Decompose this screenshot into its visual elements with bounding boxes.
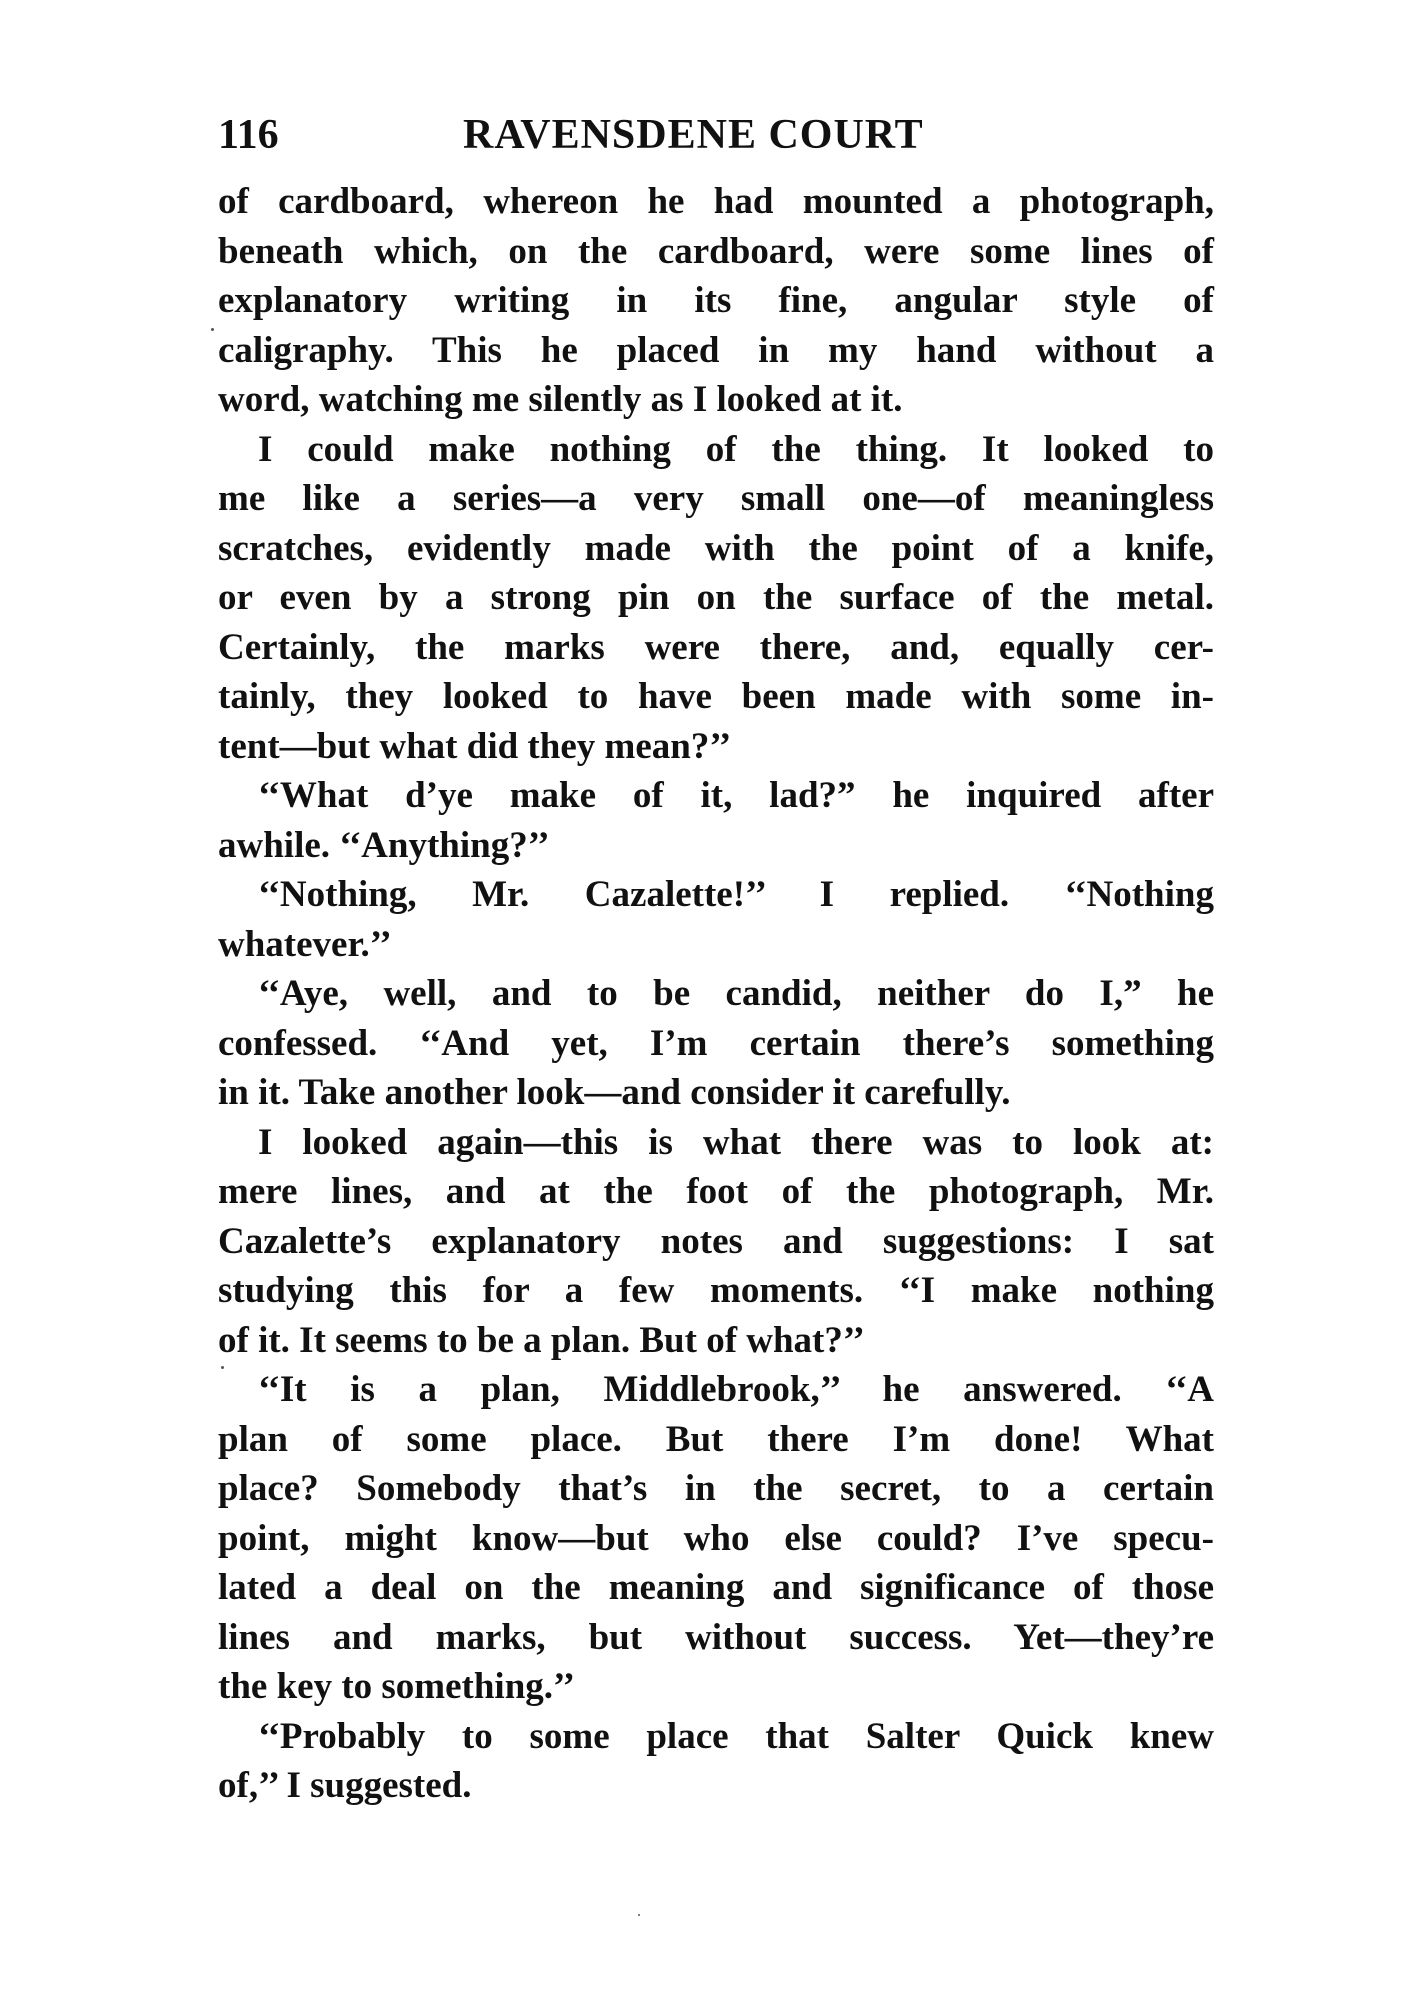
text-line: or even by a strong pin on the surface of the metal. — [218, 577, 1214, 618]
paragraph — [218, 870, 1214, 969]
text-line: whatever.’’ — [218, 923, 392, 965]
page-number: 116 — [218, 112, 279, 158]
text-line: of cardboard, whereon he had mounted a photograph, — [218, 181, 1214, 222]
text-line: word, watching me silently as I looked at it. — [218, 379, 903, 420]
text-line: tainly, they looked to have been made with some in- — [218, 676, 1214, 717]
print-speck — [638, 1914, 640, 1916]
text-line: lated a deal on the meaning and significance of those — [218, 1567, 1214, 1608]
paragraph — [218, 969, 1214, 1118]
text-line: explanatory writing in its fine, angular style of — [218, 280, 1214, 321]
print-speck — [221, 1366, 224, 1369]
text-line: ‘‘What d’ye make of it, lad?” he inquired after — [258, 775, 1214, 816]
text-line: lines and marks, but without success. Yet—they’re — [218, 1616, 1214, 1658]
text-line: plan of some place. But there I’m done! What — [218, 1418, 1214, 1460]
paragraph — [218, 1118, 1214, 1366]
paragraph — [218, 1365, 1214, 1712]
text-line: me like a series—a very small one—of meaningless — [218, 478, 1214, 519]
text-line: ‘‘It is a plan, Middlebrook,’’ he answered. ‘‘A — [258, 1369, 1214, 1410]
body-text — [218, 177, 1214, 1811]
text-line: point, might know—but who else could? I’ve specu- — [218, 1517, 1214, 1559]
text-line: in it. Take another look—and consider it carefully. — [218, 1072, 1011, 1113]
text-line: of it. It seems to be a plan. But of what?’’ — [218, 1319, 865, 1361]
text-line: place? Somebody that’s in the secret, to a certain — [218, 1468, 1214, 1509]
text-line: ‘‘Aye, well, and to be candid, neither do I,” he — [258, 973, 1214, 1014]
text-line: Cazalette’s explanatory notes and suggestions: I sat — [218, 1220, 1214, 1262]
text-line: mere lines, and at the foot of the photograph, Mr. — [218, 1171, 1214, 1212]
text-line: studying this for a few moments. ‘‘I make nothing — [218, 1270, 1214, 1311]
text-line: I could make nothing of the thing. It looked to — [258, 428, 1214, 470]
text-line: confessed. ‘‘And yet, I’m certain there’s something — [218, 1022, 1214, 1064]
paragraph — [218, 771, 1214, 870]
text-line: the key to something.’’ — [218, 1666, 575, 1707]
text-line: of,’’ I suggested. — [218, 1765, 472, 1806]
text-line: awhile. ‘‘Anything?’’ — [218, 824, 550, 866]
text-line: Certainly, the marks were there, and, equally cer- — [218, 626, 1214, 668]
text-line: ‘‘Probably to some place that Salter Quick knew — [258, 1715, 1214, 1757]
text-line: ‘‘Nothing, Mr. Cazalette!’’ I replied. ‘‘Nothing — [258, 874, 1214, 915]
paragraph — [218, 425, 1214, 772]
text-line: tent—but what did they mean?’’ — [218, 725, 732, 767]
paragraph — [218, 1712, 1214, 1811]
text-line: beneath which, on the cardboard, were some lines of — [218, 230, 1214, 272]
print-speck — [211, 328, 214, 331]
text-line: scratches, evidently made with the point of a knife, — [218, 527, 1214, 569]
text-line: I looked again—this is what there was to look at: — [258, 1121, 1214, 1163]
text-line: caligraphy. This he placed in my hand without a — [218, 329, 1214, 371]
paragraph — [218, 177, 1214, 425]
running-title: RAVENSDENE COURT — [463, 112, 924, 158]
page-header — [218, 108, 1214, 162]
